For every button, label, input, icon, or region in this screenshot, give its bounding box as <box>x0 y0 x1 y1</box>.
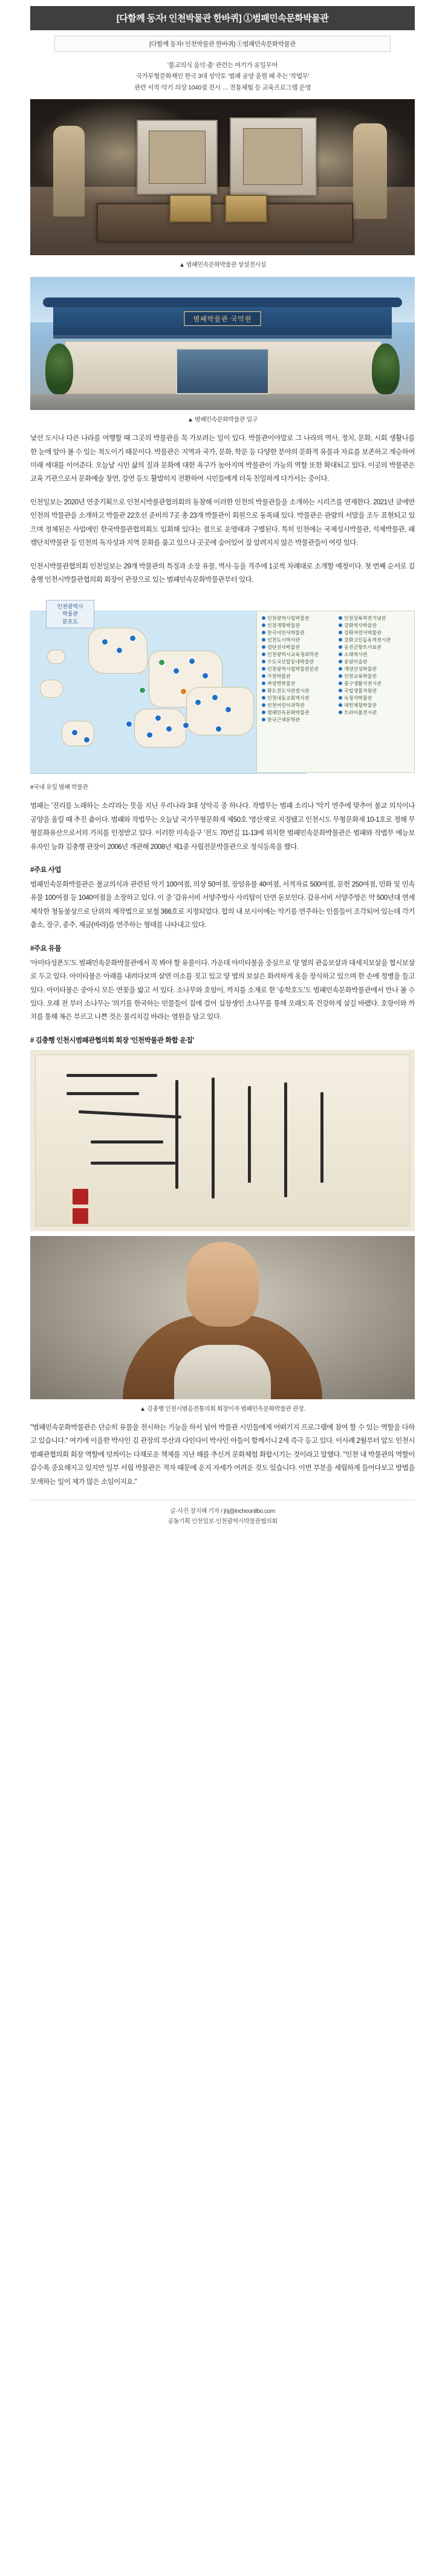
legend-item <box>339 666 409 673</box>
legend-bullet-icon <box>262 667 265 671</box>
buddha-statue-left <box>53 126 85 216</box>
legend-item <box>339 615 409 622</box>
legend-item <box>262 644 333 651</box>
brush-stroke <box>284 1082 287 1197</box>
legend-bullet-icon <box>262 645 265 649</box>
legend-bullet-icon <box>339 689 342 692</box>
legend-label: 검단선사박물관 <box>267 645 300 651</box>
legend-bullet-icon <box>339 667 342 671</box>
legend-item <box>262 717 333 724</box>
legend-item <box>262 651 333 659</box>
map-title-box <box>46 600 94 628</box>
legend-item <box>262 673 333 680</box>
legend-label: 대헌체험박물관 <box>344 703 377 709</box>
legend-item <box>262 629 333 637</box>
legend-bullet-icon <box>262 681 265 685</box>
legend-bullet-icon <box>262 689 265 692</box>
legend-item <box>262 709 333 717</box>
brush-stroke <box>91 1140 163 1143</box>
legend-item <box>262 659 333 666</box>
legend-item <box>262 666 333 673</box>
museum-distribution-map <box>30 596 415 778</box>
brush-stroke <box>212 1078 215 1199</box>
legend-bullet-icon <box>339 674 342 678</box>
map-legend <box>256 611 415 773</box>
brush-stroke <box>320 1092 323 1183</box>
paragraph-4: 범패는 '진리를 노래하는 소리'라는 뜻을 지닌 우리나라 3대 성악곡 중 하나다. 작법무는 범패 소리나 '악기 연주에 맞추어 불교 의식이나 공양을 올릴 때 추진 춤이다. 범패와 작법무는 오늘날 국가무형문화재 제50호 '영산재'로 지정됐고 인천시도 무형문화재 10-1호로 정해 무형문화유산으로서의 가치를 인정받고 있다. 이러한 미속을구 '전도 70번길 11-13에 위치한 범패민속문화박물관은 범패와 작법무 예능보유자인 능화 김충행 관장이 2006년 개관해 2008년 제1종 사립전문박물관으로 정식등록을 했다. <box>30 802 415 851</box>
legend-label: 인천어린이과학관 <box>267 703 305 709</box>
paragraph-5: 범패민속문화박물관은 불교의식과 관련된 악기 100여점, 의상 50여점, 장엄유물 40여점, 서적자료 500여점, 문헌 250여점, 민화 및 민속유물 100여점 등 1040여점을 소장하고 있다. 이 중 '갑유서비 서양주방사 사리탑이 단연 돋보인다. 갑유서비 서양주방은 약 500년대 연세 제작한 청동불상으로 단위의 제작법으로 보철 366호로 지정되었다. 합의 내 보시이에는 악기를 연주하는 인물들이 조각되어 있는데 각기 춤소, 장구, 종주, 제금(바라)를 연주하는 형태를 나타내고 있다. <box>30 881 415 929</box>
legend-bullet-icon <box>262 660 265 663</box>
page-title: [다함께 동자! 인천박물관 한바퀴] ①범패민속문화박물관 <box>30 6 415 30</box>
legend-item <box>339 622 409 629</box>
legend-bullet-icon <box>262 616 265 620</box>
byline: 글·사진 장지혜 기자 / jhj@incheonilbo.com <box>170 1508 275 1515</box>
ritual-vessel-2 <box>225 195 267 223</box>
legend-label: 범패민속문화박물관 <box>267 710 310 716</box>
legend-bullet-icon <box>339 638 342 642</box>
article-lead <box>36 60 409 93</box>
lead-line-1: '불교의식 음악·춤' 관련는 여기가 유일무어 <box>167 62 278 69</box>
legend-item <box>262 688 333 695</box>
tree-left <box>45 343 73 394</box>
paragraph-7: "범패민속문화박물관은 단순히 유물을 전시하는 기능을 하서 넘어 박물관 시민들에게 어떠기지 프로그램에 참여 할 수 있는 역할을 다하고 있습니다." 여기에 이을한 박사인 김 관장의 부산과 다인다이 박사인 아들이 함께서니 2세 즉극 등고 있다. 이사례 2월부터 앞도 인천시 범패관협의회 회장 역할에 덧씌이는 다채로운 책제를 지난 해를 추신거 문화체험 화합시기는 것이라고 말했다. "인천 내 박물관의 역할이 갈수록 중요해지고 있지만 일부 서립 박물관은 적자 때문에 운지 자세가 어려운 것도 있습니다. 이번 부분을 세립하게 들어다보고 방법을 모색하는 일이 제가 많은 소임이지요." <box>30 1423 415 1486</box>
legend-item <box>339 644 409 651</box>
legend-item <box>339 709 409 717</box>
brush-stroke <box>175 1080 178 1189</box>
map-title-line-1: 인천광역시 <box>57 603 83 610</box>
legend-bullet-icon <box>339 631 342 634</box>
paragraph-6: '아미타성폰도'도 범패민속문화박물관에서 꼭 봐야 할 유물이다. 가운데 아미타불을 중심으로 양 옆의 관음보살과 대세지보살을 협시보살로 두고 있다. 아미타불은 아래를 내려다보며 살면 미소를 짓고 있고 양 옆의 보살은 화려하게 옷을 장식하고 있으며 한 손에 정병을 들고 있다. 아미타불은 중아시 모든 연꽃을 밟고 서 있다. 소나무와 호암이, 까치를 소재로 한 '송학호도'도 범패민속문화박물관에서 만나 볼 수 있다. 오래 전 부터 소나무는 '의기를 한국하는 민물들이 집에 걸어 십장생인 소나무를 통해 오래도록 건강하게 살길 바랬다. 호랑이와 까치를 통해 복은 부르고 나쁜 것은 물리치길 바라는 염원을 담고 있다. <box>30 959 415 1021</box>
legend-item <box>339 680 409 688</box>
legend-bullet-icon <box>262 711 265 714</box>
museum-entrance-photo <box>30 277 415 410</box>
legend-label: 인천광역시립박물관 <box>267 616 310 622</box>
legend-bullet-icon <box>339 660 342 663</box>
article-footer <box>30 1500 415 1538</box>
legend-bullet-icon <box>339 652 342 656</box>
legend-label: 송암미술관 <box>344 659 368 665</box>
lead-line-2: 국가무형문화재인 한국 3대 성악토 '범패 공양 울릴 때 추는 '작법무' <box>135 73 310 80</box>
legend-item <box>262 702 333 709</box>
legend-label: 가천박물관 <box>267 674 291 680</box>
legend-item <box>339 651 409 659</box>
section-heading-interview: # 김충행 인천시범패관협의회 회장 '인천박물관 화합 운집' <box>30 1036 194 1044</box>
lead-line-3: 관련 서적·악기·의상 1040점 전시 … 전통체험 등 교육프로그램 운영 <box>134 83 311 91</box>
legend-item <box>339 629 409 637</box>
legend-bullet-icon <box>339 616 342 620</box>
legend-label: 한국근대문학관 <box>267 717 300 723</box>
island-1 <box>40 680 63 698</box>
brush-stroke <box>67 1074 157 1077</box>
map-title-line-3: 분포도 <box>62 618 79 625</box>
legend-bullet-icon <box>262 674 265 678</box>
article-subtitle: [다함께 동자! 인천박물관 한바퀴] ①범패민속문화박물관 <box>54 36 391 52</box>
calligraphy-photo <box>30 1050 415 1231</box>
legend-label: 옹진군향토사료관 <box>344 645 382 651</box>
legend-label: 계양산성박물관 <box>344 666 377 672</box>
legend-bullet-icon <box>339 711 342 714</box>
legend-item <box>339 659 409 666</box>
legend-item <box>339 688 409 695</box>
legend-bullet-icon <box>339 681 342 685</box>
interior-photo-caption: ▲ 범패민속문화박물관 상설전시실 <box>179 262 266 269</box>
paragraph-1: 낯선 도시나 다른 나라를 여행할 때 그곳의 박물관을 꼭 가보려는 일이 있다. 박물관이야말로 그 나라의 역사, 정치, 문화, 시회 생활나를 한 눈에 알아 볼 수 있는 척도이기 때문이다. 박물관은 지역과 국가, 문화, 학문 등 다양한 분야의 문화적 유물과 자료를 보존하고 계승하여 미래 세대를 이어준다. 오늘날 시민 삶의 질과 문화에 대한 욕구가 높아지며 박물관이 가능의 역할 또한 확대되고 있다. 이곳의 박물관은 교육 기관으로서 문화예술 창연, 강연 등도 활발히지 전환하여 시민들에게 더욱 친밀하게 다가서는 중이다. <box>30 435 415 483</box>
legend-item <box>339 637 409 644</box>
legend-label: 수도국산달동네박물관 <box>267 659 314 665</box>
legend-label: 국립생물자원관 <box>344 688 377 694</box>
map-caption: #국내 유일 범패 박물관 <box>30 784 88 792</box>
legend-bullet-icon <box>262 631 265 634</box>
buddha-statue-right <box>353 123 387 219</box>
legend-label: 인천광역시립박물관분관 <box>267 666 319 672</box>
brush-stroke <box>248 1086 251 1183</box>
red-seal <box>73 1189 88 1205</box>
monk-head <box>186 1242 259 1327</box>
relic-panel-1 <box>149 131 206 184</box>
article-inner <box>30 0 415 1538</box>
region-ongjin <box>62 721 94 746</box>
legend-item <box>262 695 333 702</box>
legend-bullet-icon <box>262 718 265 721</box>
relic-panel-2 <box>243 128 302 185</box>
legend-bullet-icon <box>339 645 342 649</box>
legend-label: 인천광역시교육청과학관 <box>267 652 319 658</box>
section-heading-history: #주요 사업 <box>30 867 62 874</box>
island-2 <box>47 649 65 664</box>
entrance-door <box>176 348 269 394</box>
tree-right <box>372 343 400 394</box>
legend-label: 인천교육박물관 <box>344 674 377 680</box>
legend-bullet-icon <box>262 703 265 707</box>
legend-label: 짜장면박물관 <box>267 681 296 687</box>
cooperation-note: 공동기획 인천일보·인천광역시박물관협의회 <box>167 1518 278 1525</box>
legend-label: 중구생활사전시관 <box>344 681 382 687</box>
legend-label: 인천내동교회역사관 <box>267 695 310 701</box>
legend-label: 강화자연사박물관 <box>344 630 382 636</box>
legend-item <box>339 702 409 709</box>
paragraph-3: 인천시박물관협의회 인천일보는 29개 박물관의 특징과 소장 유물, 역사·등을 격주에 1곳씩 차례대로 소개할 예정이다. 첫 번째 순서로 김충행 인천시박물관협의회 회장이 관장으로 있는 범패민속문화박물관부터 있다. <box>30 562 415 584</box>
legend-item <box>262 680 333 688</box>
legend-bullet-icon <box>339 623 342 627</box>
brush-stroke <box>91 1162 175 1165</box>
red-seal <box>73 1208 88 1224</box>
museum-interior-photo <box>30 99 415 255</box>
legend-label: 강화역사박물관 <box>344 623 377 629</box>
monk-inner-robe <box>174 1345 271 1399</box>
ground <box>30 394 415 410</box>
legend-label: 인천개항박물관 <box>267 623 300 629</box>
legend-label: 트라이볼전시관 <box>344 710 377 716</box>
legend-bullet-icon <box>262 638 265 642</box>
entrance-signboard: 범패박물관 국악원 <box>184 311 261 326</box>
region-jung <box>134 709 186 747</box>
legend-label: 녹청자박물관 <box>344 695 372 701</box>
legend-label: 소래역사관 <box>344 652 368 658</box>
ritual-vessel-1 <box>169 195 212 223</box>
legend-item <box>339 695 409 702</box>
portrait-photo-caption: ▲ 김충행 인천시범음전통의회 회장이자 범패민속문화박물관 관장. <box>140 1405 305 1413</box>
legend-bullet-icon <box>262 696 265 700</box>
legend-bullet-icon <box>339 703 342 707</box>
legend-item <box>262 637 333 644</box>
map-title-line-2: 박물관 <box>62 611 79 617</box>
paragraph-2: 인천일보는 2020년 연중기획으로 인천시박물관협의회의 동참해 이러한 인천의 박물관들을 소개하는 시리즈를 연재한다. 2021년 글에만 인천의 박물관을 소개하고 박물관 22호선 준비의 7곳 총 23개 박물관이 회원으로 동록돼 있다. 박물관은 관람의 서말을 조두 표현되고 있으며 정체된은 사업에인 한국박물관협의회도 입회해 있다는 점으로 운영태과 구별된다. 특히 인천에는 국제성시박물관, 석제박물관, 패캠단치박물관 등 인천의 독자성과 지역 문화를 품고 있으나 곳곳에 숨어있어 잘 알려지지 않은 박물관들이 여럿 있다. <box>30 498 415 547</box>
legend-label: 강화고인돌유적전시관 <box>344 637 391 643</box>
section-heading-relics: #주요 유물 <box>30 945 62 952</box>
entrance-photo-caption: ▲ 범패민속문화박물관 입구 <box>187 417 258 424</box>
legend-bullet-icon <box>262 623 265 627</box>
legend-item <box>339 673 409 680</box>
legend-label: 화도진도서관전시관 <box>267 688 310 694</box>
legend-label: 한국이민사박물관 <box>267 630 305 636</box>
legend-label: 인천상륙작전기념관 <box>344 616 386 622</box>
legend-bullet-icon <box>339 696 342 700</box>
legend-bullet-icon <box>262 652 265 656</box>
brush-stroke <box>67 1092 139 1095</box>
director-portrait-photo <box>30 1236 415 1399</box>
legend-item <box>262 622 333 629</box>
legend-label: 인천도시역사관 <box>267 637 300 643</box>
legend-item <box>262 615 333 622</box>
